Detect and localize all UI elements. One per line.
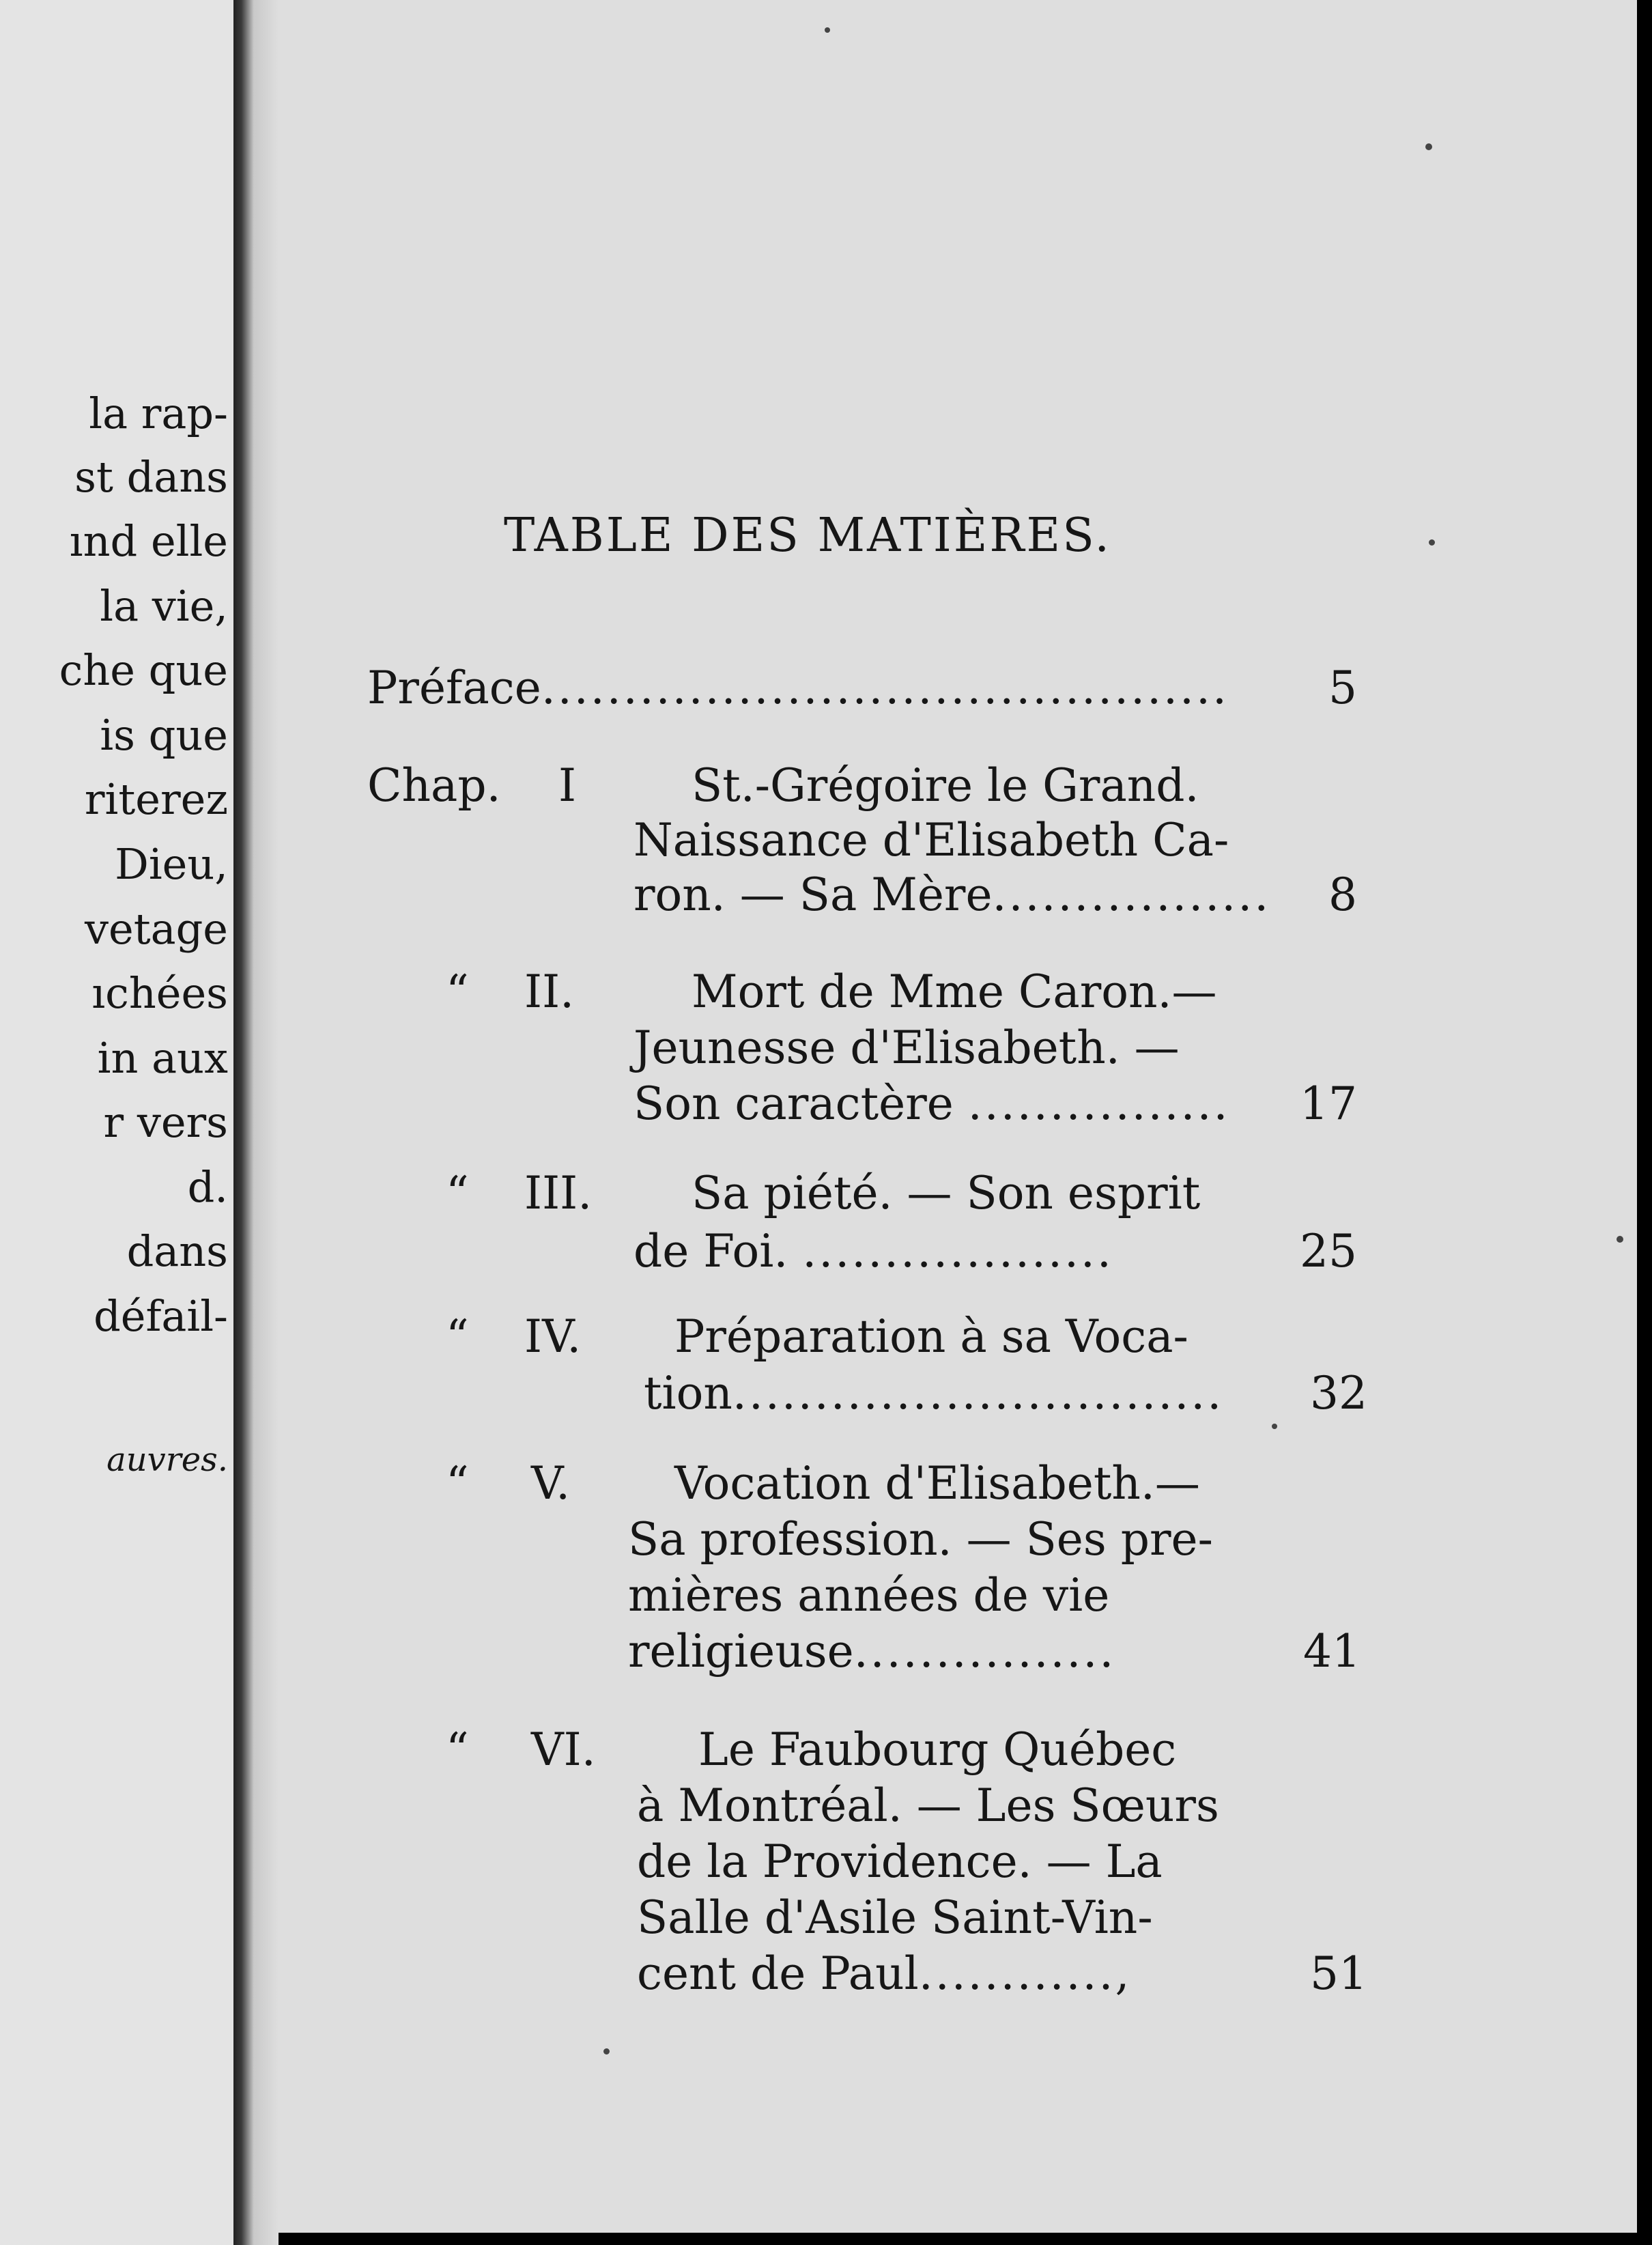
chapter-numeral: III.	[524, 1167, 593, 1219]
toc-page	[279, 0, 1637, 2233]
toc-page-number: 32	[1310, 1367, 1367, 1420]
toc-leader-dots: ............,	[918, 1947, 1132, 2000]
chapter-title-line: Sa profession. — Ses pre-	[628, 1513, 1213, 1566]
chapter-title-line: à Montréal. — Les Sœurs	[637, 1779, 1219, 1832]
chapter-title-line: Le Faubourg Québec	[698, 1723, 1177, 1776]
left-page-line: vetage	[85, 904, 228, 954]
chapter-title-line: tion	[644, 1367, 732, 1420]
left-page-line: Dieu,	[115, 839, 228, 889]
toc-page-number: 51	[1310, 1947, 1367, 2000]
left-page-footer: auvres.	[106, 1441, 228, 1479]
ditto-mark: “	[446, 965, 469, 1018]
scan-speck	[825, 27, 830, 33]
chapter-title-line: cent de Paul	[637, 1947, 919, 2000]
chapter-title-line: Préparation à sa Voca-	[674, 1310, 1188, 1363]
toc-page-number: 5	[1328, 662, 1357, 714]
scan-speck	[1272, 1424, 1277, 1429]
ditto-mark: “	[446, 1457, 469, 1510]
chapter-title-line: Son caractère	[633, 1077, 954, 1130]
chapter-numeral: IV.	[524, 1310, 582, 1363]
chapter-title-line: Vocation d'Elisabeth.—	[674, 1457, 1200, 1510]
chapter-title-line: Jeunesse d'Elisabeth. —	[633, 1021, 1180, 1074]
chapter-title-line: Naissance d'Elisabeth Ca-	[633, 814, 1229, 866]
left-page-line: st dans	[74, 452, 228, 502]
left-page-line: ıchées	[91, 968, 228, 1018]
left-page-line: in aux	[97, 1033, 228, 1083]
book-gutter	[233, 0, 279, 2245]
toc-leader-dots: ..............................	[732, 1367, 1224, 1420]
toc-page-number: 17	[1300, 1077, 1357, 1130]
chapter-title-line: de Foi.	[633, 1225, 788, 1277]
left-page-line: dans	[126, 1226, 228, 1276]
chapter-title-line: religieuse	[628, 1625, 854, 1678]
toc-leader-dots: ...................	[802, 1225, 1113, 1277]
toc-leader-dots: ................	[967, 1077, 1230, 1130]
ditto-mark: “	[446, 1167, 469, 1219]
chapter-numeral: II.	[524, 965, 575, 1018]
left-page-line: r vers	[103, 1097, 228, 1147]
left-page-line: ınd elle	[69, 516, 228, 566]
left-page-line: riterez	[84, 774, 228, 824]
left-page-line: la rap-	[89, 389, 228, 438]
ditto-mark: “	[446, 1723, 469, 1776]
toc-page-number: 8	[1328, 869, 1357, 921]
scan-speck	[1617, 1236, 1623, 1243]
left-page-line: d.	[187, 1162, 228, 1212]
chapter-numeral: V.	[531, 1457, 571, 1510]
chapter-title-line: St.-Grégoire le Grand.	[692, 759, 1199, 812]
ditto-mark: “	[446, 1310, 469, 1363]
scan-speck	[1425, 143, 1432, 150]
toc-leader-dots: ..........................................	[541, 662, 1229, 714]
chapter-title-line: Mort de Mme Caron.—	[692, 965, 1217, 1018]
page-title: TABLE DES MATIÈRES.	[504, 509, 1111, 563]
chapter-title-line: Sa piété. — Son esprit	[692, 1167, 1201, 1219]
left-page-line: che que	[59, 645, 228, 695]
left-page-line: is que	[100, 710, 228, 760]
chapter-title-line: Salle d'Asile Saint-Vin-	[637, 1891, 1153, 1944]
left-facing-page	[0, 0, 233, 2245]
chapter-prefix: Chap.	[367, 759, 501, 812]
left-page-line: la vie,	[100, 581, 228, 631]
scan-speck	[603, 2048, 610, 2055]
left-page-line: défail-	[94, 1291, 228, 1341]
toc-page-number: 25	[1300, 1225, 1357, 1277]
chapter-title-line: mières années de vie	[628, 1569, 1110, 1622]
chapter-numeral: I	[558, 759, 577, 812]
toc-leader-dots: .................	[992, 869, 1271, 921]
chapter-title-line: ron. — Sa Mère	[633, 869, 993, 921]
chapter-title-line: de la Providence. — La	[637, 1835, 1163, 1888]
toc-entry-label: Préface	[367, 662, 541, 714]
scan-speck	[1429, 539, 1435, 546]
toc-page-number: 41	[1303, 1625, 1361, 1678]
toc-leader-dots: ................	[853, 1625, 1116, 1678]
toc-list	[279, 0, 1637, 2233]
chapter-numeral: VI.	[531, 1723, 596, 1776]
